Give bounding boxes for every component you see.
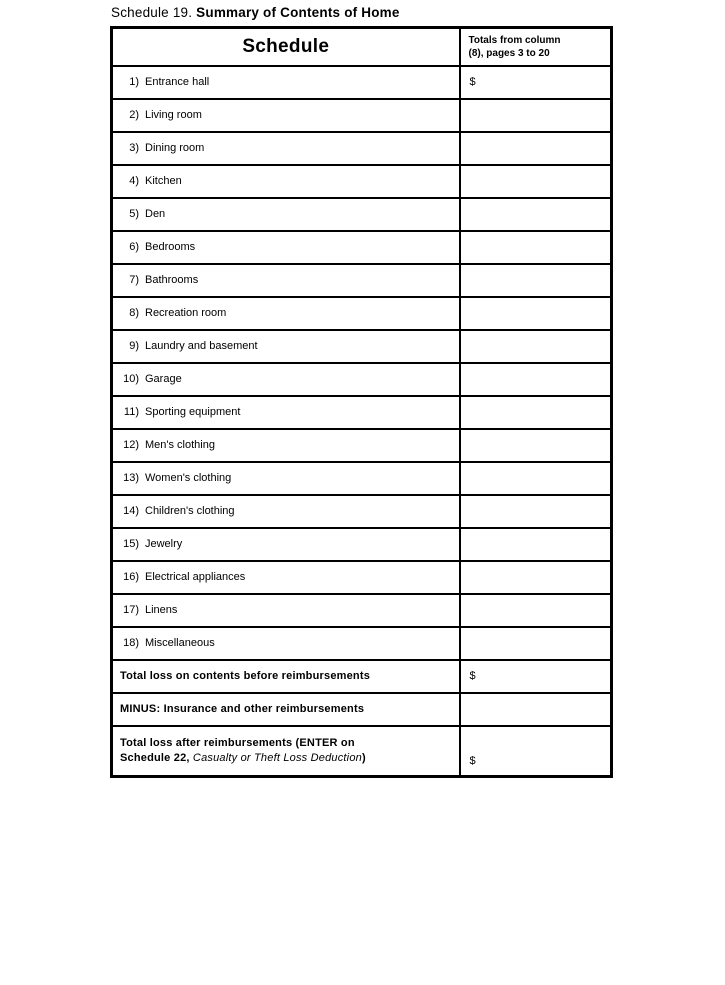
table-row-entrance-hall — [112, 66, 612, 99]
row-label: Jewelry — [145, 538, 183, 550]
row-total-cell — [460, 99, 612, 132]
table-row-dining-room — [112, 132, 612, 165]
row-number: 17) — [123, 604, 139, 616]
row-total-cell — [460, 462, 612, 495]
table-row-electrical-appliances — [112, 561, 612, 594]
row-label: Women's clothing — [145, 472, 232, 484]
row-label: Linens — [145, 604, 178, 616]
page-title-main: Summary of Contents of Home — [196, 5, 400, 20]
row-number: 9) — [129, 340, 139, 352]
row-label: Garage — [145, 373, 182, 385]
schedule-table — [110, 26, 613, 778]
totals-header-line1: Totals from column — [468, 34, 561, 46]
row-number: 11) — [123, 406, 139, 418]
row-total-cell — [460, 627, 612, 660]
totals-column-header — [460, 28, 612, 66]
row-total-cell — [460, 165, 612, 198]
table-header-row — [112, 28, 612, 66]
row-total-cell — [460, 429, 612, 462]
total-after-line2-prefix: Schedule 22, — [120, 751, 193, 764]
row-total-cell: $ — [460, 66, 612, 99]
row-label: Miscellaneous — [145, 637, 215, 649]
total-after-line1: Total loss after reimbursements (ENTER on — [120, 736, 355, 749]
row-label: Bedrooms — [145, 241, 196, 253]
page-title — [111, 5, 400, 20]
row-label: Dining room — [145, 142, 205, 154]
row-label: Children's clothing — [145, 505, 235, 517]
row-number: 15) — [123, 538, 139, 550]
row-total-cell — [460, 594, 612, 627]
minus-insurance-label: MINUS: Insurance and other reimbursements — [112, 693, 460, 726]
table-row-jewelry — [112, 528, 612, 561]
row-total-cell — [460, 264, 612, 297]
row-label: Men's clothing — [145, 439, 215, 451]
table-row-recreation-room — [112, 297, 612, 330]
row-label: Laundry and basement — [145, 340, 258, 352]
table-row-childrens-clothing — [112, 495, 612, 528]
table-row-miscellaneous — [112, 627, 612, 660]
table-row-mens-clothing — [112, 429, 612, 462]
row-total-cell — [460, 561, 612, 594]
row-label: Entrance hall — [145, 76, 210, 88]
table-row-bathrooms — [112, 264, 612, 297]
row-label: Sporting equipment — [145, 406, 241, 418]
table-row-living-room — [112, 99, 612, 132]
total-after-line2-suffix: ) — [361, 751, 366, 764]
row-number: 7) — [129, 274, 139, 286]
total-before-value-cell: $ — [460, 660, 612, 693]
row-total-cell — [460, 495, 612, 528]
total-before-reimbursements-row — [112, 660, 612, 693]
row-total-cell — [460, 231, 612, 264]
row-number: 4) — [129, 175, 139, 187]
row-label: Den — [145, 208, 166, 220]
table-row-bedrooms — [112, 231, 612, 264]
table-row-linens — [112, 594, 612, 627]
row-number: 13) — [123, 472, 139, 484]
table-row-den — [112, 198, 612, 231]
row-number: 2) — [129, 109, 139, 121]
table-row-garage — [112, 363, 612, 396]
row-total-cell — [460, 363, 612, 396]
row-number: 6) — [129, 241, 139, 253]
row-number: 12) — [123, 439, 139, 451]
row-total-cell — [460, 132, 612, 165]
minus-insurance-value-cell — [460, 693, 612, 726]
row-total-cell — [460, 297, 612, 330]
row-number: 3) — [129, 142, 139, 154]
total-after-schedule-reference: Casualty or Theft Loss Deduction — [192, 751, 362, 764]
row-number: 1) — [129, 76, 139, 88]
table-row-laundry-basement — [112, 330, 612, 363]
total-before-label: Total loss on contents before reimbursements — [112, 660, 460, 693]
totals-header-line2: (8), pages 3 to 20 — [468, 47, 550, 59]
row-number: 18) — [123, 637, 139, 649]
row-number: 5) — [129, 208, 139, 220]
row-label: Living room — [145, 109, 202, 121]
row-label: Recreation room — [145, 307, 227, 319]
table-row-kitchen — [112, 165, 612, 198]
row-total-cell — [460, 198, 612, 231]
row-label: Bathrooms — [145, 274, 199, 286]
total-after-label — [112, 726, 460, 777]
row-number: 16) — [123, 571, 139, 583]
total-after-value-cell: $ — [460, 726, 612, 777]
row-total-cell — [460, 330, 612, 363]
row-label: Kitchen — [145, 175, 182, 187]
page-title-prefix: Schedule 19. — [111, 5, 197, 20]
row-total-cell — [460, 528, 612, 561]
row-total-cell — [460, 396, 612, 429]
row-number: 14) — [123, 505, 139, 517]
total-after-reimbursements-row — [112, 726, 612, 777]
row-number: 8) — [129, 307, 139, 319]
row-number: 10) — [123, 373, 139, 385]
minus-insurance-row — [112, 693, 612, 726]
schedule-column-header: Schedule — [112, 28, 460, 66]
table-row-womens-clothing — [112, 462, 612, 495]
row-label: Electrical appliances — [145, 571, 246, 583]
table-row-sporting-equipment — [112, 396, 612, 429]
